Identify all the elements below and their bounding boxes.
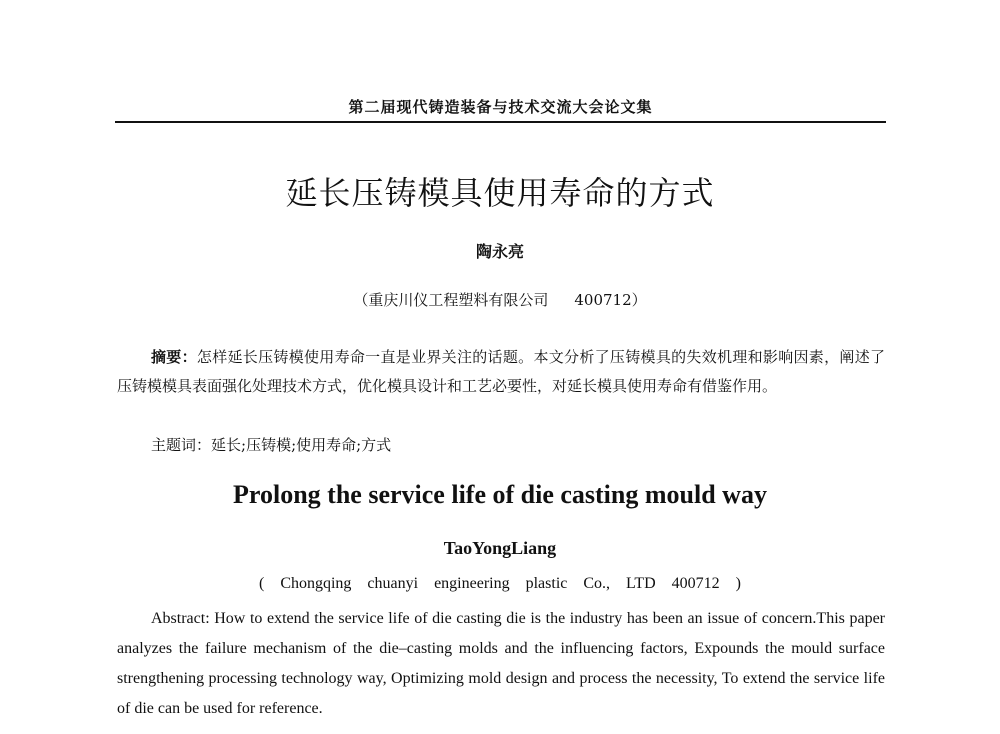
author-zh: 陶永亮 — [475, 242, 524, 261]
keywords-zh-text: 延长;压铸模;使用寿命;方式 — [211, 436, 392, 454]
abstract-en — [117, 604, 885, 724]
keywords-zh — [151, 434, 391, 455]
abstract-en-text: Abstract: How to extend the service life of die casting die is the industry has been an issue of concern.This paper analyzes the failure mechanism of the die–casting molds and the influencing factors, Expounds the mould surface strengthening processing technology way, Optimizing mold design and process the necessity, To extend the service life of die can be used for reference. — [117, 610, 885, 717]
author-en: TaoYongLiang — [443, 538, 557, 558]
affiliation-en-postcode: 400712 — [671, 575, 720, 592]
affiliation-zh-postcode: 400712 — [574, 291, 632, 309]
paper-title-en: Prolong the service life of die casting mould way — [233, 480, 767, 509]
paper-title-zh: 延长压铸模具使用寿命的方式 — [285, 174, 715, 212]
affiliation-en: ( Chongqing chuanyi engineering plastic Co., LTD 400712 ) — [258, 575, 741, 592]
abstract-zh-text: 怎样延长压铸模使用寿命一直是业界关注的话题。本文分析了压铸模具的失效机理和影响因素，阐述了压铸模模具表面强化处理技术方式，优化模具设计和工艺必要性，对延长模具使用寿命有借鉴作用。 — [117, 348, 885, 395]
abstract-zh-label: 摘要： — [151, 348, 197, 366]
proceedings-header: 第二届现代铸造装备与技术交流大会论文集 — [348, 98, 653, 116]
abstract-zh — [117, 343, 885, 401]
affiliation-zh: （重庆川仪工程塑料有限公司 400712） — [353, 291, 647, 309]
affiliation-zh-name: 重庆川仪工程塑料有限公司 — [368, 291, 549, 309]
affiliation-en-name: Chongqing chuanyi engineering plastic Co., LTD — [280, 575, 656, 592]
header-rule — [115, 121, 886, 123]
keywords-zh-label: 主题词： — [151, 436, 212, 454]
